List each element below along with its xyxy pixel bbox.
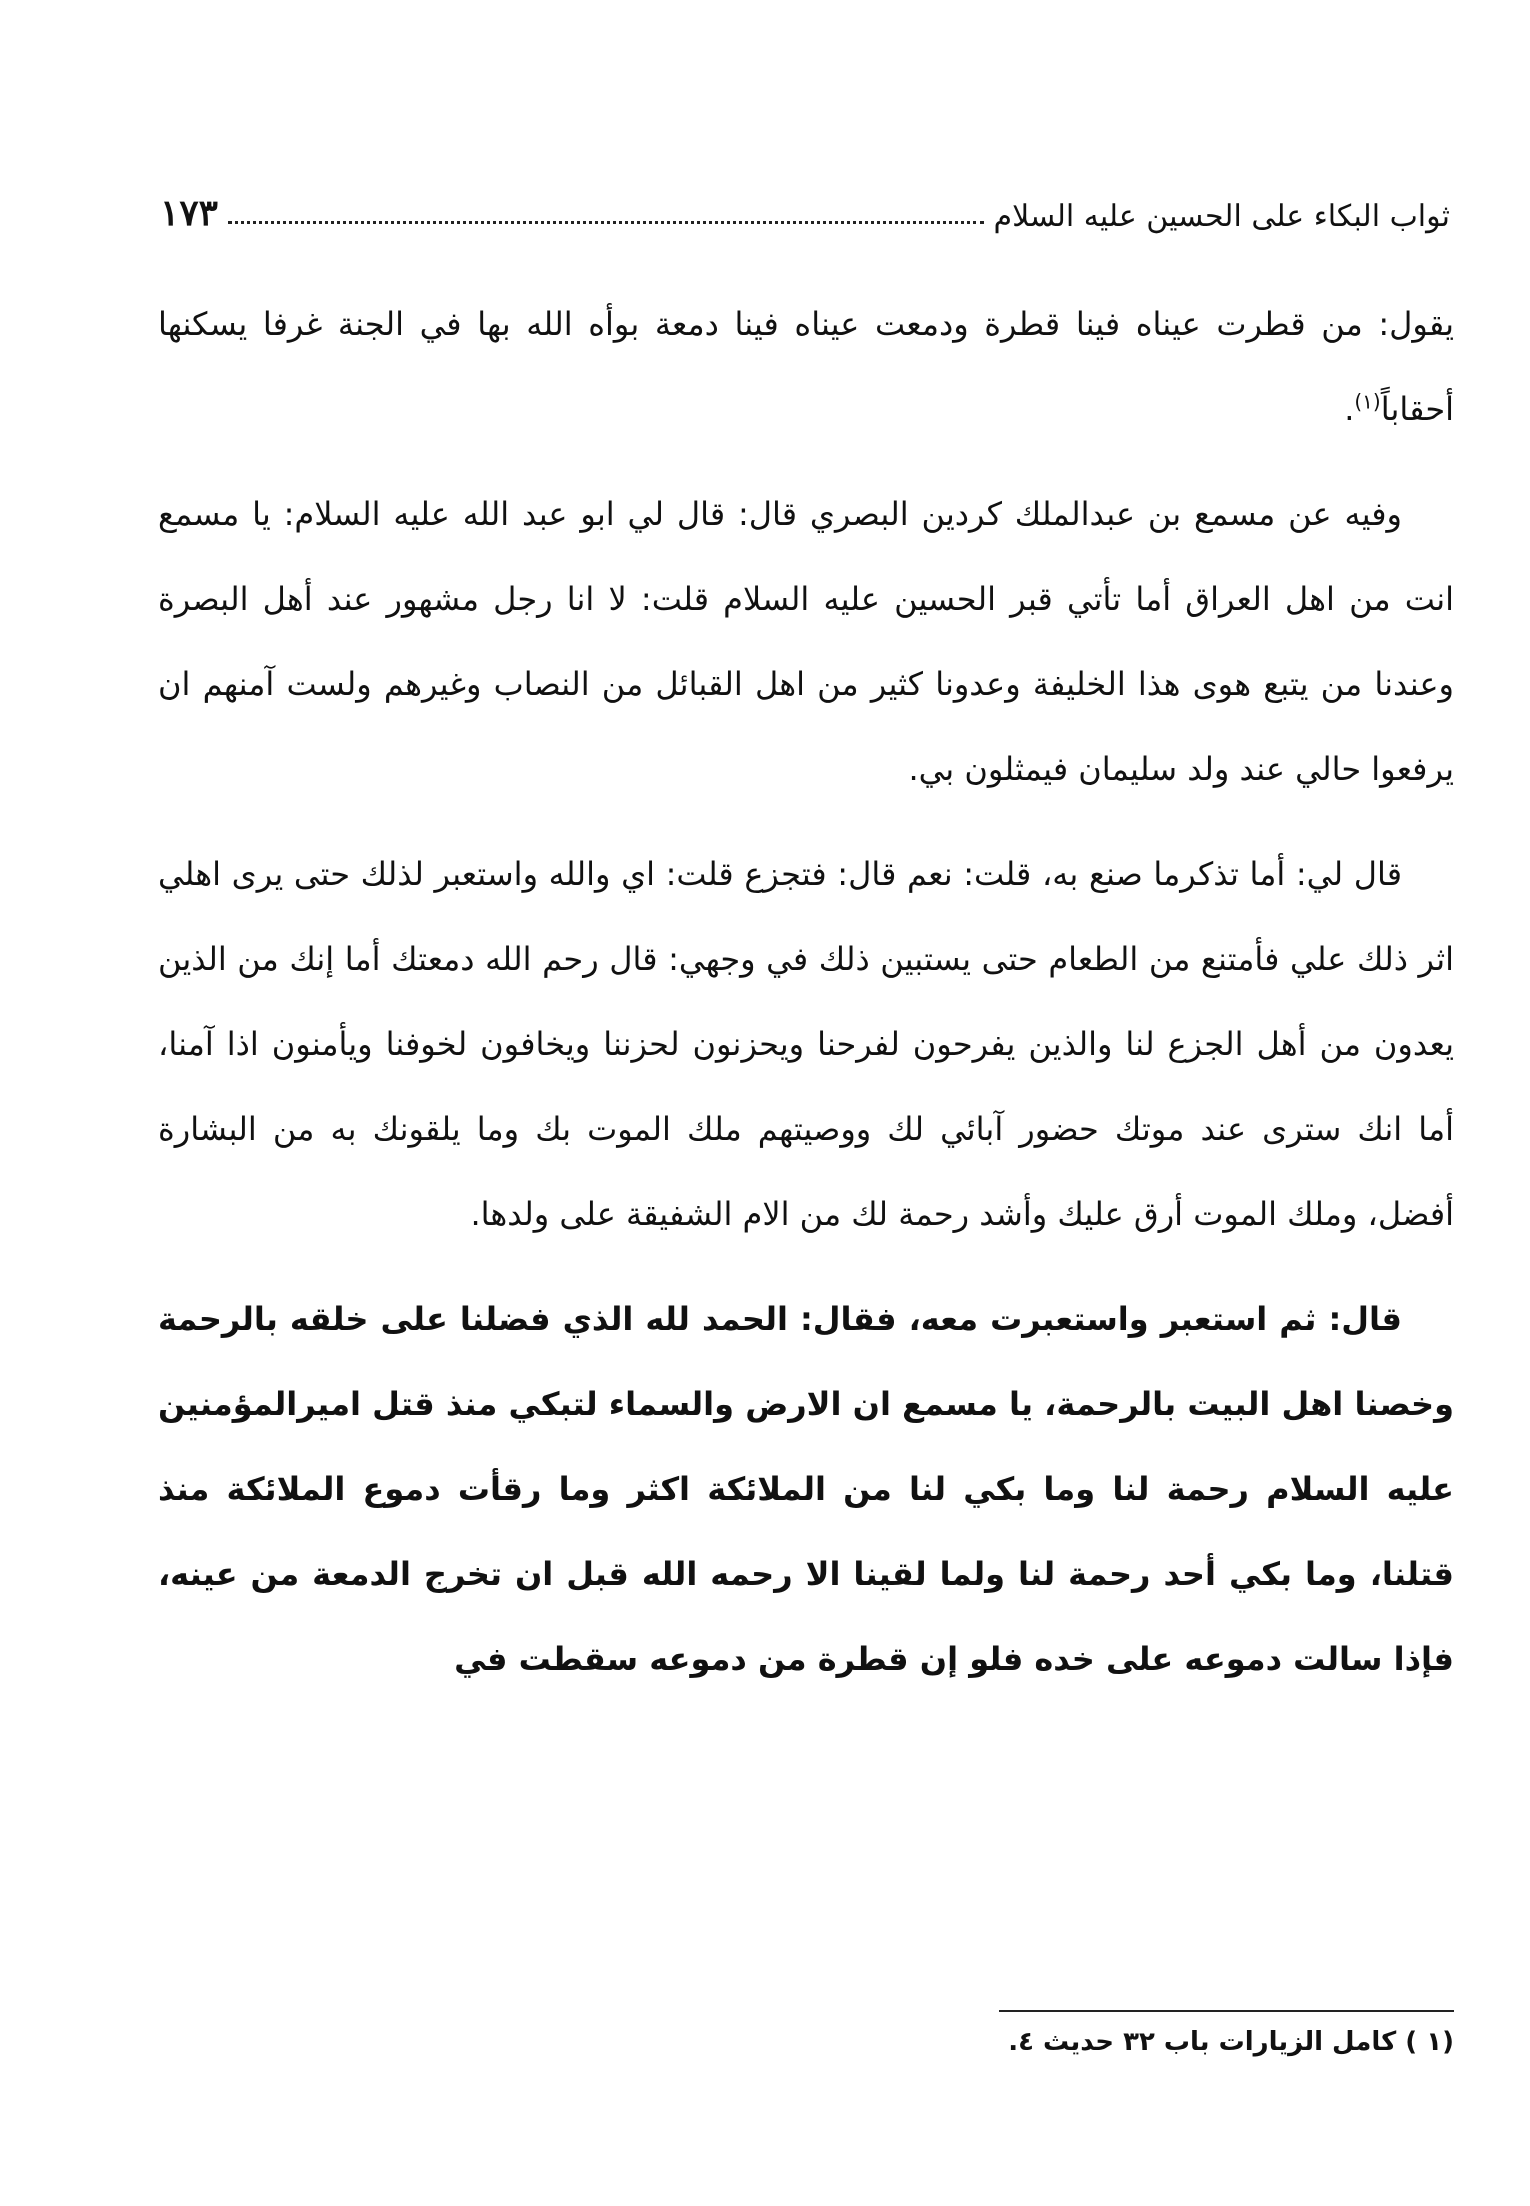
header-leader-dots bbox=[228, 221, 984, 224]
paragraph-1-end: . bbox=[1344, 390, 1355, 428]
paragraph-1-text: يقول: من قطرت عيناه فينا قطرة ودمعت عيناه فينا دمعة بوأه الله بها في الجنة غرفا يسكنها أحقاباً bbox=[158, 305, 1454, 428]
footnote: (١ ) كامل الزيارات باب ٣٢ حديث ٤. bbox=[1008, 2027, 1454, 2057]
body-text bbox=[158, 282, 1454, 2102]
footnote-reference: (١) bbox=[1354, 389, 1381, 414]
header-title: ثواب البكاء على الحسين عليه السلام bbox=[993, 199, 1450, 234]
footnote-separator bbox=[999, 2010, 1454, 2012]
running-header bbox=[160, 178, 1450, 234]
paragraph-1 bbox=[158, 282, 1454, 452]
page-number: ١٧٣ bbox=[160, 192, 219, 234]
paragraph-4: قال: ثم استعبر واستعبرت معه، فقال: الحمد لله الذي فضلنا على خلقه بالرحمة وخصنا اهل البيت بالرحمة، يا مسمع ان الارض والسماء لتبكي منذ قتل اميرالمؤمنين عليه السلام رحمة لنا وما بكي لنا من الملائكة اكثر وما رقأت دموع الملائكة منذ قتلنا، وما بكي أحد رحمة لنا ولما لقينا الا رحمه الله قبل ان تخرج الدمعة من عينه، فإذا سالت دموعه على خده فلو إن قطرة من دموعه سقطت في bbox=[158, 1300, 1454, 1678]
paragraph-3: قال لي: أما تذكرما صنع به، قلت: نعم قال: فتجزع قلت: اي والله واستعبر لذلك حتى يرى اهلي اثر ذلك علي فأمتنع من الطعام حتى يستبين ذلك في وجهي: قال رحم الله دمعتك أما إنك من الذين يعدون من أهل الجزع لنا والذين يفرحون لفرحنا ويحزنون لحزننا ويخافون لخوفنا ويأمنون اذا آمنا، أما انك سترى عند موتك حضور آبائي لك ووصيتهم ملك الموت بك وما يلقونك به من البشارة أفضل، وملك الموت أرق عليك وأشد رحمة لك من الام الشفيقة على ولدها. bbox=[158, 855, 1454, 1233]
paragraph-2: وفيه عن مسمع بن عبدالملك كردين البصري قال: قال لي ابو عبد الله عليه السلام: يا مسمع انت من اهل العراق أما تأتي قبر الحسين عليه السلام قلت: لا انا رجل مشهور عند أهل البصرة وعندنا من يتبع هوى هذا الخليفة وعدونا كثير من اهل القبائل من النصاب وغيرهم ولست آمنهم ان يرفعوا حالي عند ولد سليمان فيمثلون بي. bbox=[158, 495, 1454, 788]
